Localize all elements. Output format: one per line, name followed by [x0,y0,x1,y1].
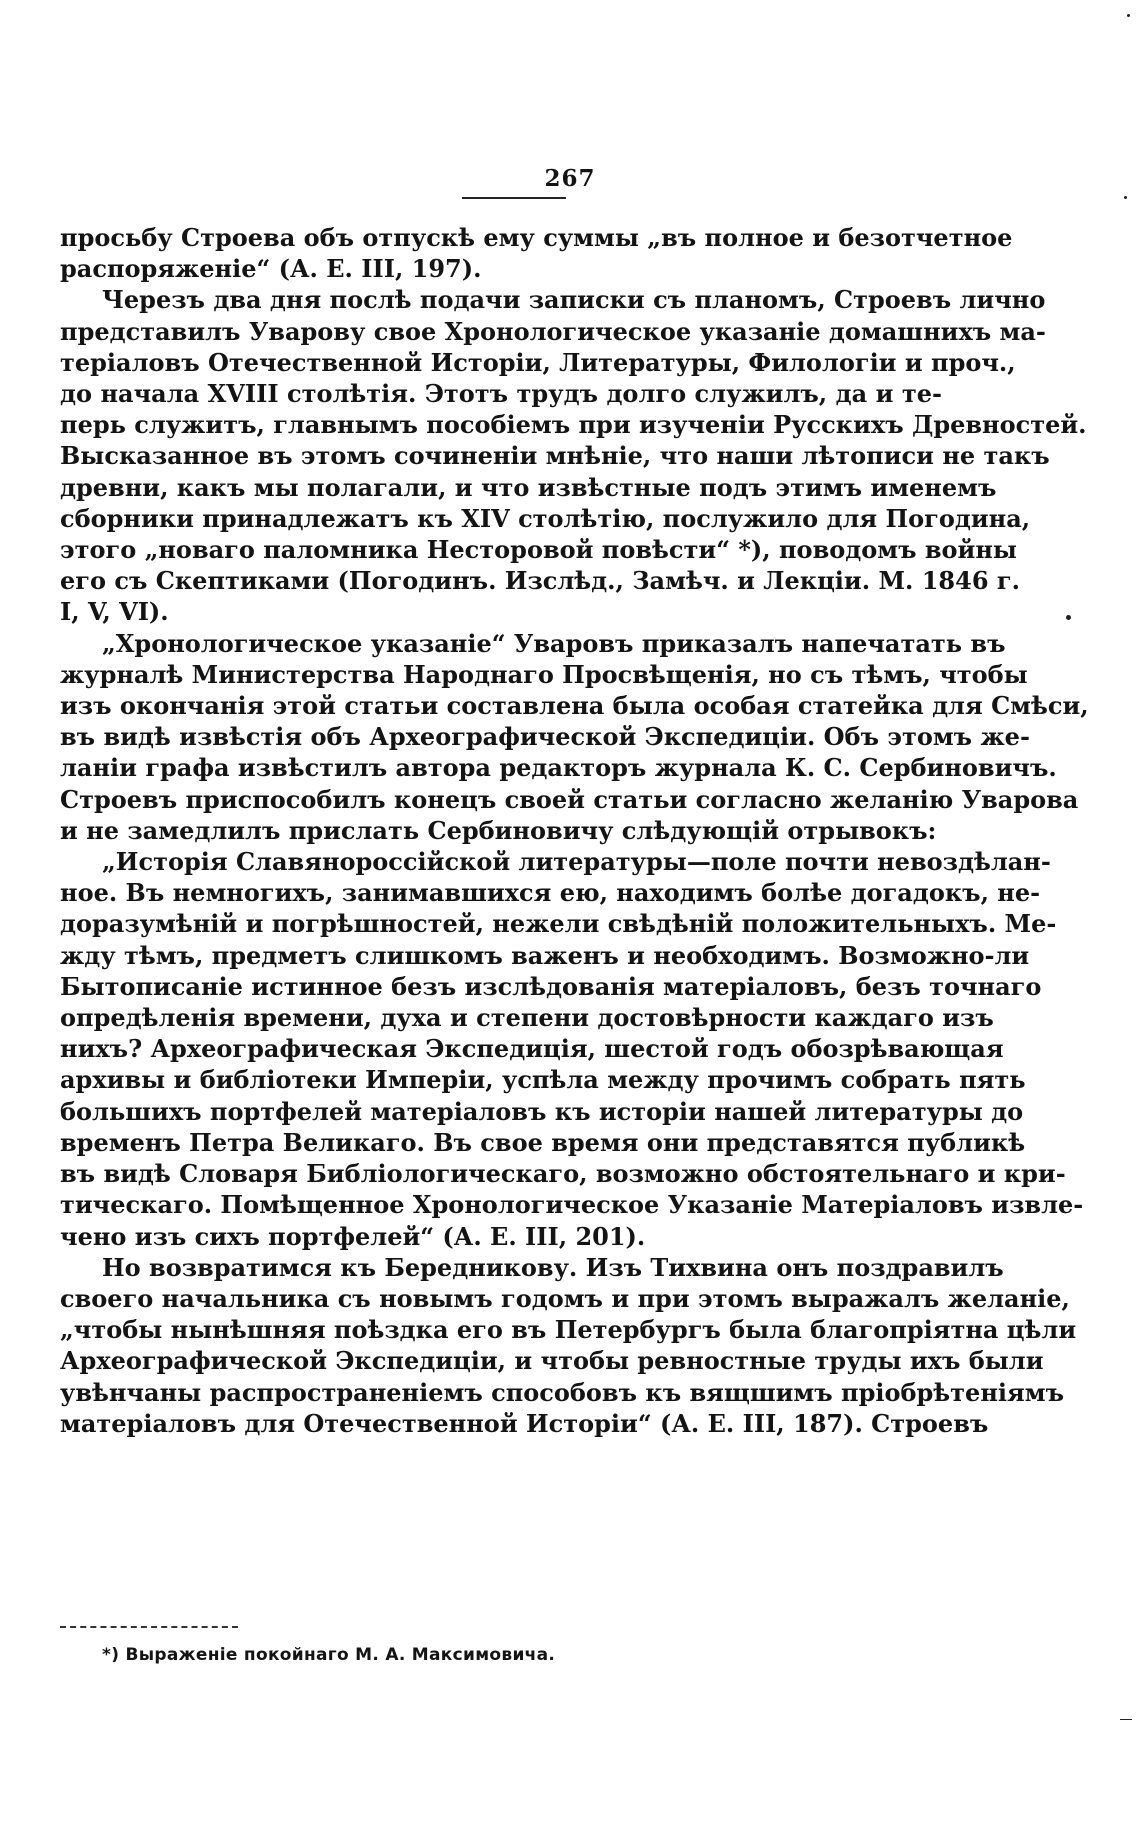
text-line: архивы и библіотеки Имперіи, успѣла между прочимъ собрать пять [60,1065,1026,1095]
text-line: въ видѣ извѣстія объ Археографической Экспедиціи. Объ этомъ же- [60,722,1030,752]
text-line: до начала XVIII столѣтія. Этотъ трудъ долго служилъ, да и те- [60,379,942,409]
paragraph [60,222,1013,284]
text-line: ное. Въ немногихъ, занимавшихся ею, находимъ болѣе догадокъ, не- [60,878,1041,908]
text-line: теріаловъ Отечественной Исторіи, Литературы, Филологіи и проч., [60,347,1016,377]
footnote: *) Выраженіе покойнаго М. А. Максимовича. [102,1645,556,1665]
text-line: Высказанное въ этомъ сочиненіи мнѣніе, что наши лѣтописи не такъ [60,441,1050,471]
text-line: распоряженіе“ (А. Е. III, 197). [60,254,482,284]
text-line: чено изъ сихъ портфелей“ (А. Е. III, 201). [60,1221,646,1251]
text-line: древни, какъ мы полагали, и что извѣстные подъ этимъ именемъ [60,472,997,502]
scan-speck [1120,1719,1132,1720]
paragraph [60,1252,1077,1439]
text-line: его съ Скептиками (Погодинъ. Изслѣд., Замѣч. и Лекціи. М. 1846 г. [60,566,1020,596]
text-line: тическаго. Помѣщенное Хронологическое Указаніе Матеріаловъ извле- [60,1190,1084,1220]
body-text [60,222,1089,1439]
scan-speck [1124,196,1127,199]
text-line: „чтобы нынѣшняя поѣздка его въ Петербургъ была благопріятна цѣли [60,1315,1077,1345]
text-line: журналѣ Министерства Народнаго Просвѣщенія, но съ тѣмъ, чтобы [60,659,1028,689]
text-line: Черезъ два дня послѣ подачи записки съ планомъ, Строевъ лично [102,285,1046,315]
text-line: опредѣленія времени, духа и степени достовѣрности каждаго изъ [60,1003,994,1033]
text-line: нихъ? Археографическая Экспедиція, шестой годъ обозрѣвающая [60,1034,1004,1064]
paragraph [60,628,1089,846]
paragraph [60,284,1087,627]
text-line: большихъ портфелей матеріаловъ къ исторіи нашей литературы до [60,1096,1024,1126]
text-line: своего начальника съ новымъ годомъ и при этомъ выражалъ желаніе, [60,1283,1070,1313]
scan-speck [1066,615,1071,620]
text-line: этого „новаго паломника Несторовой повѣсти“ *), поводомъ войны [60,535,1017,565]
page-number: 267 [544,165,596,192]
text-line: матеріаловъ для Отечественной Исторіи“ (А. Е. III, 187). Строевъ [60,1408,989,1438]
scan-speck [1127,14,1130,17]
text-line: Но возвратимся къ Бередникову. Изъ Тихвина онъ поздравилъ [102,1252,1004,1282]
text-line: доразумѣній и погрѣшностей, нежели свѣдѣній положительныхъ. Ме- [60,909,1057,939]
footnote-separator [60,1626,238,1629]
text-line: просьбу Строева объ отпускѣ ему суммы „въ полное и безотчетное [60,223,1013,252]
text-line: „Хронологическое указаніе“ Уваровъ приказалъ напечатать въ [102,628,1006,658]
text-line: I, V, VI). [60,597,169,627]
text-line: увѣнчаны распространеніемъ способовъ къ вящшимъ пріобрѣтеніямъ [60,1377,1064,1407]
header-rule [462,197,566,199]
text-line: представилъ Уварову свое Хронологическое указаніе домашнихъ ма- [60,316,1046,346]
text-line: перь служитъ, главнымъ пособіемъ при изученіи Русскихъ Древностей. [60,410,1087,440]
text-line: Строевъ приспособилъ конецъ своей статьи согласно желанію Уварова [60,784,1079,814]
text-line: Археографической Экспедиціи, и чтобы ревностные труды ихъ были [60,1346,1044,1376]
text-line: временъ Петра Великаго. Въ свое время они представятся публикѣ [60,1127,1026,1157]
text-line: Бытописаніе истинное безъ изслѣдованія матеріаловъ, безъ точнаго [60,971,1042,1001]
text-line: изъ окончанія этой статьи составлена была особая статейка для Смѣси, [60,691,1089,721]
text-line: и не замедлилъ прислать Сербиновичу слѣдующій отрывокъ: [60,815,937,845]
text-line: жду тѣмъ, предметъ слишкомъ важенъ и необходимъ. Возможно-ли [60,940,1030,970]
text-line: ланіи графа извѣстилъ автора редакторъ журнала К. С. Сербиновичъ. [60,753,1057,783]
text-line: сборники принадлежатъ къ XIV столѣтію, послужило для Погодина, [60,503,1031,533]
text-line: въ видѣ Словаря Библіологическаго, возможно обстоятельнаго и кри- [60,1159,1066,1189]
text-line: „Исторія Славянороссійской литературы—поле почти невоздѣлан- [102,847,1051,877]
quotation-paragraph [60,846,1084,1252]
